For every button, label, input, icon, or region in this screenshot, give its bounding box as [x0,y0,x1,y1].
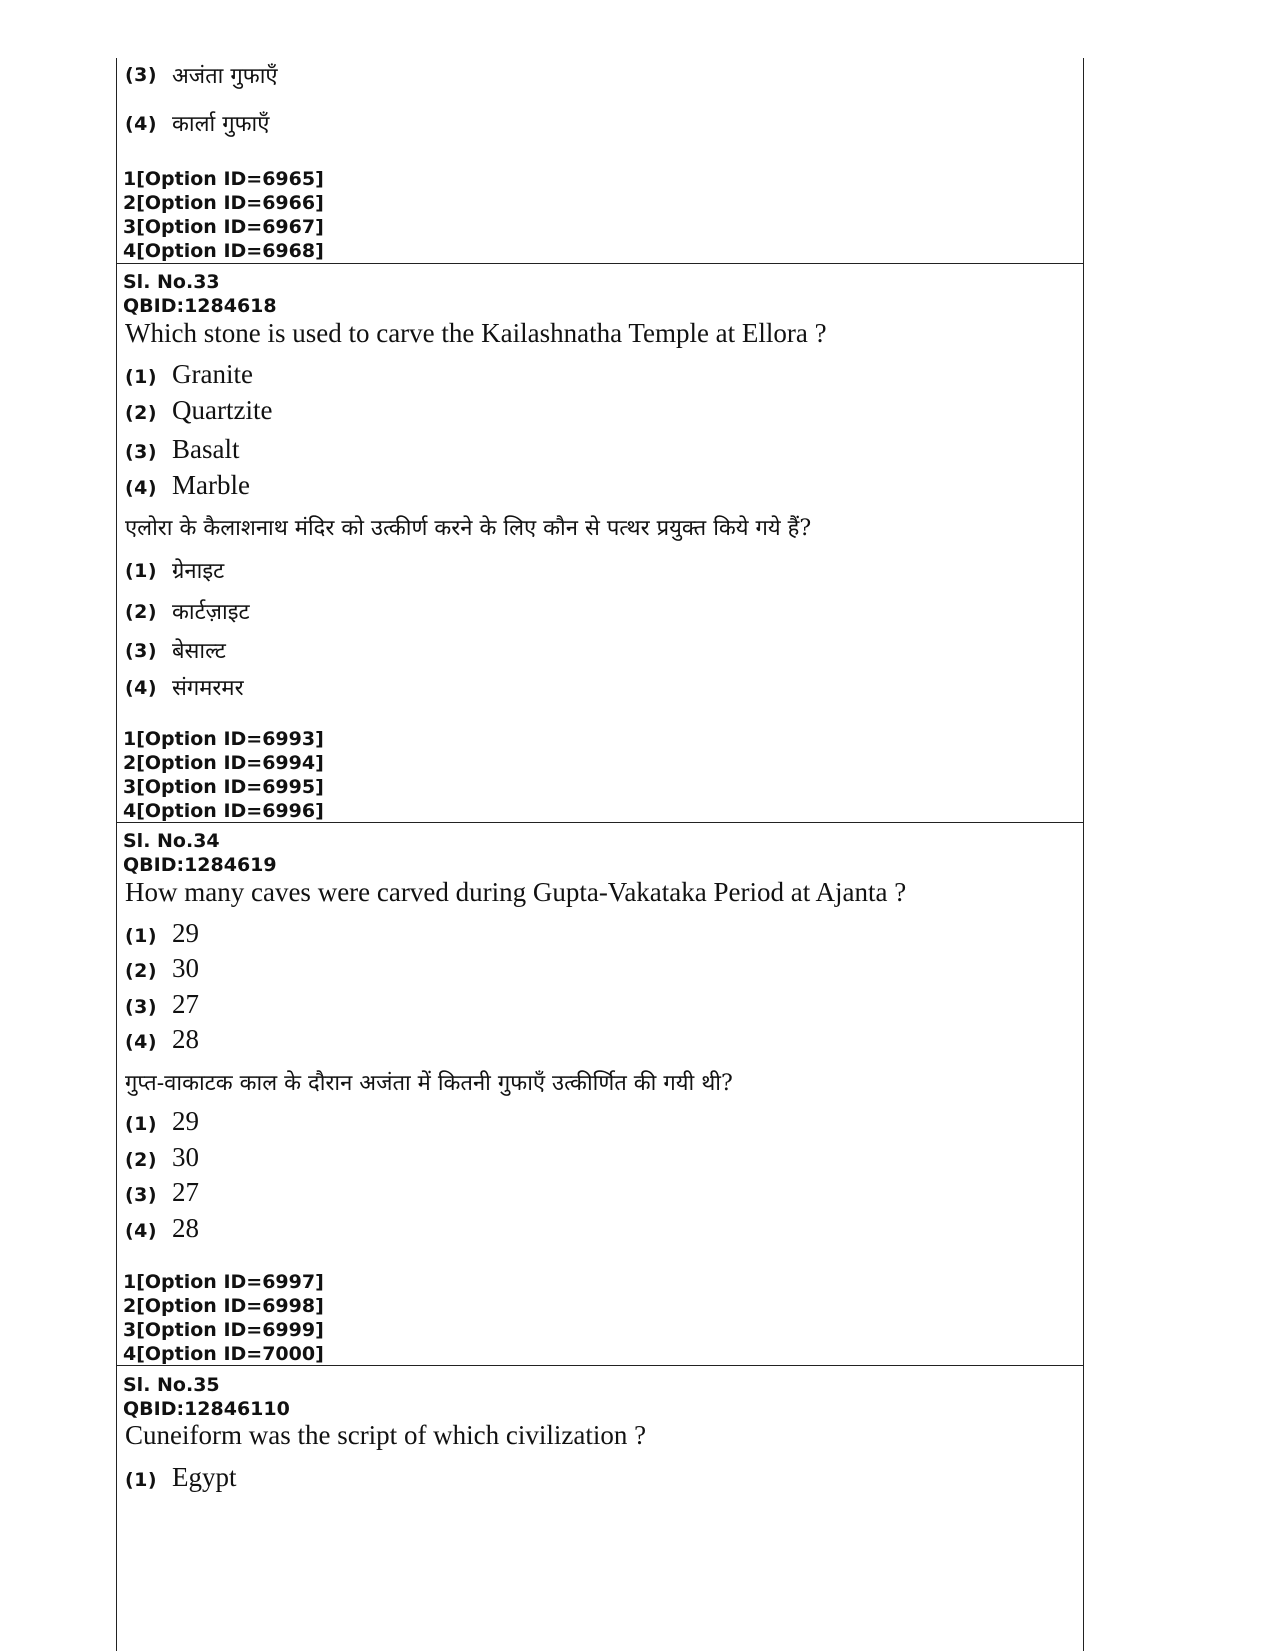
option-text: कार्ला गुफाएँ [172,112,270,137]
question-text-hi: गुप्त-वाकाटक काल के दौरान अजंता में कितनी गुफाएँ उत्कीर्णित की गयी थी? [125,1071,733,1096]
option-id: 2[Option ID=6998] [123,1295,324,1317]
serial-number: Sl. No.33 [123,271,220,293]
option-id: 3[Option ID=6967] [123,216,324,238]
option-id: 1[Option ID=6993] [123,728,324,750]
option-number: (4) [125,477,158,499]
option-number: (2) [125,960,158,982]
option-id: 4[Option ID=6968] [123,240,324,262]
option-text: ग्रेनाइट [172,559,225,584]
option-number: (1) [125,560,158,582]
option-number: (2) [125,402,158,424]
option-text: Egypt [172,1462,237,1492]
option-id: 2[Option ID=6966] [123,192,324,214]
option-number: (3) [125,640,158,662]
row-divider [116,822,1084,823]
serial-number: Sl. No.35 [123,1374,220,1396]
option-id: 4[Option ID=6996] [123,800,324,822]
option-id: 3[Option ID=6995] [123,776,324,798]
option-number: (3) [125,996,158,1018]
option-id: 3[Option ID=6999] [123,1319,324,1341]
option-number: (3) [125,441,158,463]
option-text: 27 [172,1177,199,1207]
option-text: संगमरमर [172,676,244,701]
qbid: QBID:1284618 [123,295,277,317]
option-number: (3) [125,64,158,86]
option-id: 4[Option ID=7000] [123,1343,324,1365]
question-meta [123,1373,290,1421]
option-text: 28 [172,1213,199,1243]
option-number: (4) [125,1031,158,1053]
option-number: (1) [125,925,158,947]
option-number: (1) [125,366,158,388]
question-text-en: How many caves were carved during Gupta-Vakataka Period at Ajanta ? [125,877,907,907]
option-text: 29 [172,1106,199,1136]
option-id: 1[Option ID=6965] [123,168,324,190]
question-text-en: Cuneiform was the script of which civilization ? [125,1420,647,1450]
option-text: 27 [172,989,199,1019]
option-id-list [123,1270,324,1366]
option-id: 2[Option ID=6994] [123,752,324,774]
question-text-hi: एलोरा के कैलाशनाथ मंदिर को उत्कीर्ण करने के लिए कौन से पत्थर प्रयुक्त किये गये हैं? [125,516,812,541]
serial-number: Sl. No.34 [123,830,220,852]
option-text: 29 [172,918,199,948]
question-text-en: Which stone is used to carve the Kailashnatha Temple at Ellora ? [125,318,827,348]
question-meta [123,829,277,877]
option-text: Basalt [172,434,240,464]
option-text: 30 [172,1142,199,1172]
option-id-list [123,167,324,263]
option-number: (4) [125,113,158,135]
option-text: 28 [172,1024,199,1054]
option-number: (2) [125,601,158,623]
option-number: (1) [125,1113,158,1135]
option-text: 30 [172,953,199,983]
qbid: QBID:12846110 [123,1398,290,1420]
option-text: अजंता गुफाएँ [172,64,278,89]
option-number: (3) [125,1184,158,1206]
option-text: बेसाल्ट [172,639,226,664]
option-text: Granite [172,359,253,389]
option-number: (2) [125,1149,158,1171]
qbid: QBID:1284619 [123,854,277,876]
option-text: कार्टज़ाइट [172,600,250,625]
row-divider [116,1365,1084,1366]
option-id-list [123,727,324,823]
option-number: (4) [125,677,158,699]
option-text: Quartzite [172,395,273,425]
option-text: Marble [172,470,250,500]
option-number: (1) [125,1469,158,1491]
option-id: 1[Option ID=6997] [123,1271,324,1293]
question-meta [123,270,277,318]
row-divider [116,263,1084,264]
option-number: (4) [125,1220,158,1242]
